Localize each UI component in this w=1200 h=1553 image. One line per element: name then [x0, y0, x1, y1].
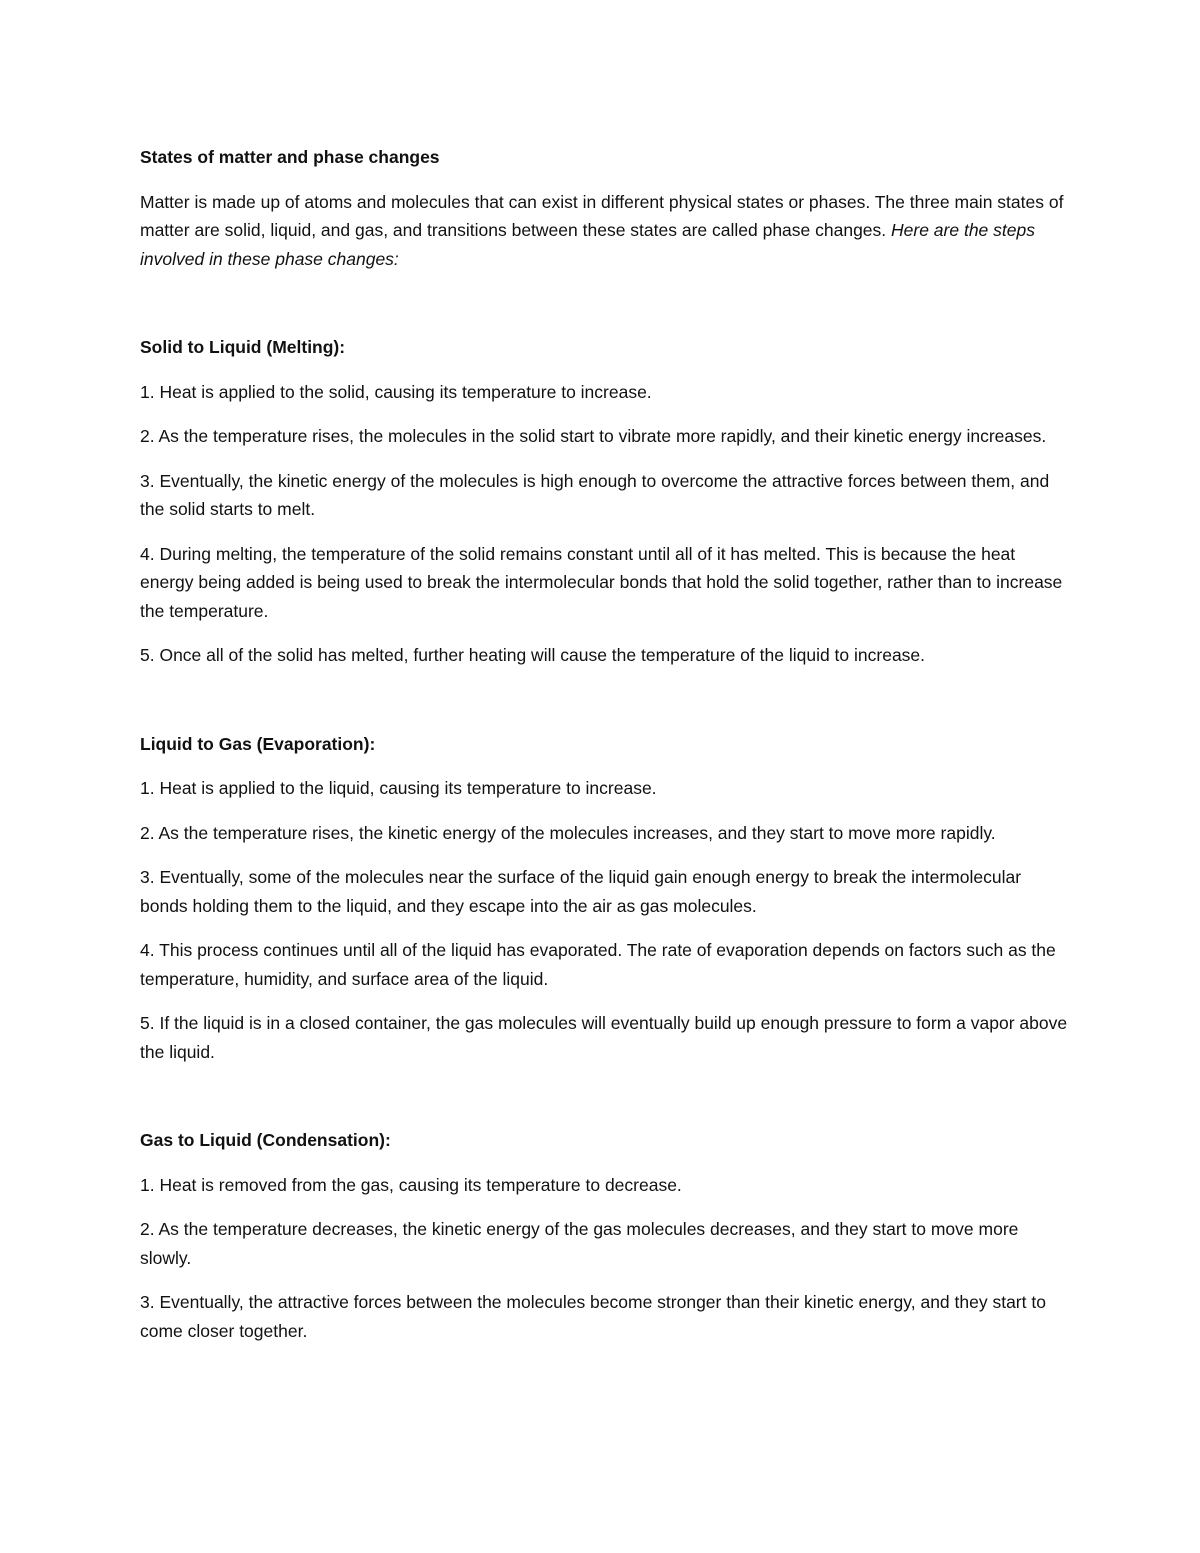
document-title: States of matter and phase changes	[140, 147, 440, 167]
intro-text: Matter is made up of atoms and molecules that can exist in different physical states or phases. The three main states of matter are solid, liquid, and gas, and transitions between these states are called phase changes.	[140, 191, 1064, 240]
step-item: 4. During melting, the temperature of the solid remains constant until all of it has melted. This is because the heat energy being added is being used to break the intermolecular bonds that hold the solid together, rather than to increase the temperature.	[140, 543, 1063, 621]
step-item: 3. Eventually, the attractive forces between the molecules become stronger than their kinetic energy, and they start to come closer together.	[140, 1292, 1046, 1341]
step-item: 3. Eventually, some of the molecules near the surface of the liquid gain enough energy to break the intermolecular bonds holding them to the liquid, and they escape into the air as gas molecules.	[140, 867, 1022, 916]
section-heading: Solid to Liquid (Melting):	[140, 337, 346, 357]
step-item: 4. This process continues until all of the liquid has evaporated. The rate of evaporation depends on factors such as the temperature, humidity, and surface area of the liquid.	[140, 940, 1056, 989]
section-condensation	[140, 1126, 1070, 1345]
intro-paragraph	[140, 188, 1070, 274]
section-evaporation	[140, 730, 1070, 1067]
step-item: 3. Eventually, the kinetic energy of the molecules is high enough to overcome the attractive forces between them, and the solid starts to melt.	[140, 470, 1050, 519]
section-heading: Liquid to Gas (Evaporation):	[140, 733, 376, 754]
step-item: 5. Once all of the solid has melted, further heating will cause the temperature of the liquid to increase.	[140, 645, 926, 665]
step-item: 1. Heat is removed from the gas, causing its temperature to decrease.	[140, 1174, 682, 1195]
step-item: 5. If the liquid is in a closed container, the gas molecules will eventually build up enough pressure to form a vapor above the liquid.	[140, 1013, 1068, 1062]
step-item: 2. As the temperature rises, the molecules in the solid start to vibrate more rapidly, and their kinetic energy increases.	[140, 426, 1047, 446]
intro-italic-text: Here are the steps involved in these phase changes:	[140, 220, 1035, 269]
step-item: 2. As the temperature decreases, the kinetic energy of the gas molecules decreases, and they start to move more slowly.	[140, 1219, 1019, 1268]
section-melting	[140, 333, 1070, 670]
document-page	[140, 143, 1070, 1361]
step-item: 2. As the temperature rises, the kinetic energy of the molecules increases, and they start to move more rapidly.	[140, 822, 996, 843]
section-heading: Gas to Liquid (Condensation):	[140, 1130, 391, 1150]
step-item: 1. Heat is applied to the solid, causing its temperature to increase.	[140, 381, 652, 402]
step-item: 1. Heat is applied to the liquid, causing its temperature to increase.	[140, 778, 657, 798]
